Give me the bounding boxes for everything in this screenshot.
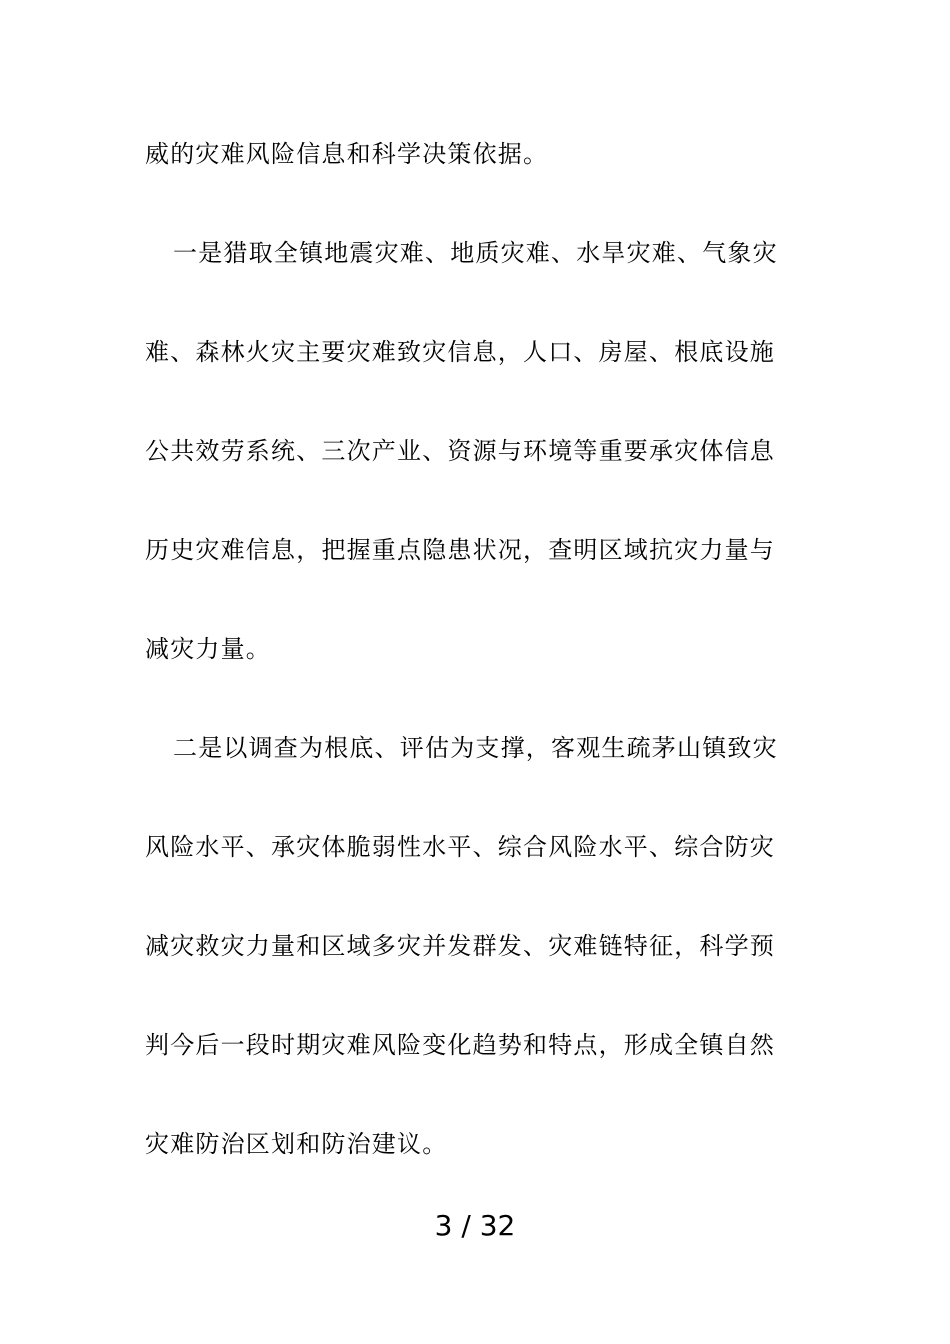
paragraph-first-line: 二是以调查为根底、评估为支撑，客观生疏茅山镇致灾 (173, 734, 778, 762)
text-line: 减灾力量。 (145, 635, 271, 663)
text-line: 灾难防治区划和防治建议。 (145, 1130, 448, 1158)
text-line: 判今后一段时期灾难风险变化趋势和特点，形成全镇自然 (145, 1031, 775, 1059)
text-line: 威的灾难风险信息和科学决策依据。 (145, 140, 549, 168)
text-line: 难、森林火灾主要灾难致灾信息，人口、房屋、根底设施 (145, 338, 775, 366)
paragraph-first-line: 一是猎取全镇地震灾难、地质灾难、水旱灾难、气象灾 (173, 239, 778, 267)
page-number: 3 / 32 (434, 1209, 516, 1242)
text-line: 公共效劳系统、三次产业、资源与环境等重要承灾体信息 (145, 437, 775, 465)
text-line: 历史灾难信息，把握重点隐患状况，查明区域抗灾力量与 (145, 536, 775, 564)
text-line: 风险水平、承灾体脆弱性水平、综合风险水平、综合防灾 (145, 833, 775, 861)
text-line: 减灾救灾力量和区域多灾并发群发、灾难链特征，科学预 (145, 932, 775, 960)
